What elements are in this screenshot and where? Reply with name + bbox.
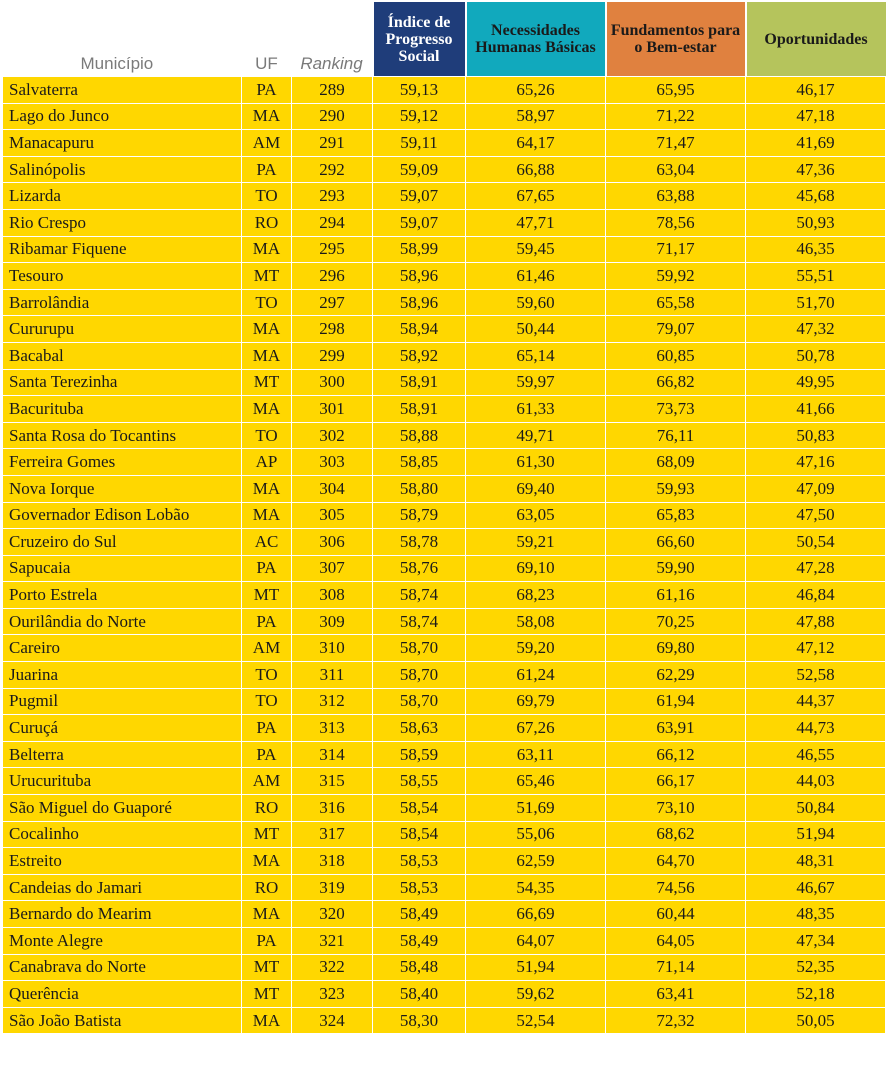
nhb-cell: 66,69 bbox=[466, 901, 606, 928]
nhb-cell: 58,97 bbox=[466, 103, 606, 130]
ips-cell: 58,49 bbox=[373, 928, 466, 955]
header-municipio: Município bbox=[80, 54, 154, 73]
uf-cell: AM bbox=[242, 768, 292, 795]
nhb-cell: 63,11 bbox=[466, 741, 606, 768]
fb-cell: 79,07 bbox=[606, 316, 746, 343]
table-row bbox=[3, 342, 886, 369]
municipio-cell: Lizarda bbox=[3, 183, 242, 210]
ips-cell: 58,40 bbox=[373, 981, 466, 1008]
uf-cell: AC bbox=[242, 529, 292, 556]
uf-cell: PA bbox=[242, 77, 292, 104]
municipio-cell: Sapucaia bbox=[3, 555, 242, 582]
ranking-cell: 290 bbox=[292, 103, 373, 130]
table-row bbox=[3, 130, 886, 157]
fb-cell: 72,32 bbox=[606, 1007, 746, 1034]
ips-cell: 58,96 bbox=[373, 289, 466, 316]
ranking-cell: 299 bbox=[292, 342, 373, 369]
fb-cell: 60,85 bbox=[606, 342, 746, 369]
table-row bbox=[3, 77, 886, 104]
uf-cell: MA bbox=[242, 236, 292, 263]
municipio-cell: Cururupu bbox=[3, 316, 242, 343]
op-cell: 47,36 bbox=[746, 156, 886, 183]
op-cell: 47,09 bbox=[746, 475, 886, 502]
uf-cell: MA bbox=[242, 502, 292, 529]
fb-cell: 66,12 bbox=[606, 741, 746, 768]
ips-cell: 59,07 bbox=[373, 183, 466, 210]
ranking-cell: 302 bbox=[292, 422, 373, 449]
fb-cell: 71,17 bbox=[606, 236, 746, 263]
municipio-cell: Curuçá bbox=[3, 715, 242, 742]
ranking-cell: 309 bbox=[292, 608, 373, 635]
nhb-cell: 47,71 bbox=[466, 209, 606, 236]
table-row bbox=[3, 236, 886, 263]
municipio-cell: Santa Terezinha bbox=[3, 369, 242, 396]
nhb-cell: 49,71 bbox=[466, 422, 606, 449]
nhb-cell: 61,46 bbox=[466, 263, 606, 290]
fb-cell: 66,82 bbox=[606, 369, 746, 396]
fb-cell: 71,47 bbox=[606, 130, 746, 157]
op-cell: 46,17 bbox=[746, 77, 886, 104]
nhb-cell: 65,14 bbox=[466, 342, 606, 369]
municipio-cell: Ferreira Gomes bbox=[3, 449, 242, 476]
table-row bbox=[3, 741, 886, 768]
municipio-cell: Nova Iorque bbox=[3, 475, 242, 502]
ranking-cell: 321 bbox=[292, 928, 373, 955]
fb-cell: 78,56 bbox=[606, 209, 746, 236]
ips-cell: 58,70 bbox=[373, 662, 466, 689]
ranking-cell: 316 bbox=[292, 795, 373, 822]
uf-cell: MT bbox=[242, 981, 292, 1008]
uf-cell: TO bbox=[242, 662, 292, 689]
uf-cell: RO bbox=[242, 209, 292, 236]
ips-cell: 58,96 bbox=[373, 263, 466, 290]
ranking-cell: 311 bbox=[292, 662, 373, 689]
table-row bbox=[3, 954, 886, 981]
municipio-cell: Juarina bbox=[3, 662, 242, 689]
municipio-cell: Querência bbox=[3, 981, 242, 1008]
table-row bbox=[3, 1007, 886, 1034]
fb-cell: 76,11 bbox=[606, 422, 746, 449]
fb-cell: 64,05 bbox=[606, 928, 746, 955]
fb-cell: 59,93 bbox=[606, 475, 746, 502]
municipio-cell: Monte Alegre bbox=[3, 928, 242, 955]
nhb-cell: 59,45 bbox=[466, 236, 606, 263]
table-row bbox=[3, 422, 886, 449]
fb-cell: 65,95 bbox=[606, 77, 746, 104]
fb-cell: 61,94 bbox=[606, 688, 746, 715]
ips-cell: 58,54 bbox=[373, 795, 466, 822]
fb-cell: 66,60 bbox=[606, 529, 746, 556]
ips-cell: 58,48 bbox=[373, 954, 466, 981]
ranking-cell: 305 bbox=[292, 502, 373, 529]
uf-cell: PA bbox=[242, 156, 292, 183]
ranking-cell: 298 bbox=[292, 316, 373, 343]
uf-cell: TO bbox=[242, 183, 292, 210]
ips-cell: 58,55 bbox=[373, 768, 466, 795]
nhb-cell: 55,06 bbox=[466, 821, 606, 848]
ips-cell: 58,91 bbox=[373, 396, 466, 423]
nhb-cell: 59,62 bbox=[466, 981, 606, 1008]
header-ips: Índice de Progresso Social bbox=[373, 2, 466, 77]
ips-cell: 58,94 bbox=[373, 316, 466, 343]
op-cell: 47,28 bbox=[746, 555, 886, 582]
fb-cell: 74,56 bbox=[606, 874, 746, 901]
nhb-cell: 69,79 bbox=[466, 688, 606, 715]
op-cell: 50,05 bbox=[746, 1007, 886, 1034]
nhb-cell: 69,10 bbox=[466, 555, 606, 582]
ranking-cell: 318 bbox=[292, 848, 373, 875]
fb-cell: 62,29 bbox=[606, 662, 746, 689]
ips-cell: 58,79 bbox=[373, 502, 466, 529]
op-cell: 41,66 bbox=[746, 396, 886, 423]
nhb-cell: 59,97 bbox=[466, 369, 606, 396]
uf-cell: PA bbox=[242, 741, 292, 768]
nhb-cell: 69,40 bbox=[466, 475, 606, 502]
municipio-cell: Ribamar Fiquene bbox=[3, 236, 242, 263]
ips-cell: 58,80 bbox=[373, 475, 466, 502]
ranking-cell: 307 bbox=[292, 555, 373, 582]
uf-cell: AM bbox=[242, 130, 292, 157]
nhb-cell: 65,46 bbox=[466, 768, 606, 795]
fb-cell: 71,14 bbox=[606, 954, 746, 981]
fb-cell: 63,41 bbox=[606, 981, 746, 1008]
fb-cell: 64,70 bbox=[606, 848, 746, 875]
ranking-cell: 301 bbox=[292, 396, 373, 423]
table-row bbox=[3, 848, 886, 875]
uf-cell: MA bbox=[242, 103, 292, 130]
ranking-cell: 295 bbox=[292, 236, 373, 263]
municipio-cell: Bernardo do Mearim bbox=[3, 901, 242, 928]
ranking-cell: 297 bbox=[292, 289, 373, 316]
header-ranking: Ranking bbox=[300, 54, 363, 73]
table-row bbox=[3, 662, 886, 689]
uf-cell: MA bbox=[242, 316, 292, 343]
uf-cell: RO bbox=[242, 795, 292, 822]
ips-cell: 58,30 bbox=[373, 1007, 466, 1034]
fb-cell: 73,10 bbox=[606, 795, 746, 822]
op-cell: 50,84 bbox=[746, 795, 886, 822]
nhb-cell: 64,07 bbox=[466, 928, 606, 955]
table-row bbox=[3, 316, 886, 343]
nhb-cell: 67,65 bbox=[466, 183, 606, 210]
op-cell: 50,54 bbox=[746, 529, 886, 556]
table-row bbox=[3, 768, 886, 795]
header-uf: UF bbox=[255, 54, 278, 73]
municipio-cell: Estreito bbox=[3, 848, 242, 875]
op-cell: 48,35 bbox=[746, 901, 886, 928]
table-row bbox=[3, 263, 886, 290]
uf-cell: MT bbox=[242, 582, 292, 609]
municipio-cell: Candeias do Jamari bbox=[3, 874, 242, 901]
fb-cell: 59,90 bbox=[606, 555, 746, 582]
ranking-cell: 304 bbox=[292, 475, 373, 502]
ranking-cell: 310 bbox=[292, 635, 373, 662]
uf-cell: PA bbox=[242, 715, 292, 742]
op-cell: 44,37 bbox=[746, 688, 886, 715]
municipio-cell: Tesouro bbox=[3, 263, 242, 290]
municipio-cell: Pugmil bbox=[3, 688, 242, 715]
table-row bbox=[3, 795, 886, 822]
ranking-cell: 317 bbox=[292, 821, 373, 848]
uf-cell: MA bbox=[242, 901, 292, 928]
nhb-cell: 51,94 bbox=[466, 954, 606, 981]
uf-cell: MA bbox=[242, 475, 292, 502]
ips-cell: 58,49 bbox=[373, 901, 466, 928]
ranking-cell: 323 bbox=[292, 981, 373, 1008]
nhb-cell: 61,30 bbox=[466, 449, 606, 476]
table-row bbox=[3, 688, 886, 715]
municipio-cell: Urucurituba bbox=[3, 768, 242, 795]
table-row bbox=[3, 901, 886, 928]
municipio-cell: Salinópolis bbox=[3, 156, 242, 183]
ranking-cell: 314 bbox=[292, 741, 373, 768]
fb-cell: 68,62 bbox=[606, 821, 746, 848]
op-cell: 45,68 bbox=[746, 183, 886, 210]
op-cell: 55,51 bbox=[746, 263, 886, 290]
ips-cell: 58,76 bbox=[373, 555, 466, 582]
nhb-cell: 51,69 bbox=[466, 795, 606, 822]
nhb-cell: 67,26 bbox=[466, 715, 606, 742]
ips-cell: 58,91 bbox=[373, 369, 466, 396]
nhb-cell: 62,59 bbox=[466, 848, 606, 875]
municipio-cell: Bacurituba bbox=[3, 396, 242, 423]
ranking-cell: 292 bbox=[292, 156, 373, 183]
fb-cell: 73,73 bbox=[606, 396, 746, 423]
table-row bbox=[3, 635, 886, 662]
municipio-cell: Barrolândia bbox=[3, 289, 242, 316]
fb-cell: 71,22 bbox=[606, 103, 746, 130]
ips-cell: 59,13 bbox=[373, 77, 466, 104]
municipio-cell: Lago do Junco bbox=[3, 103, 242, 130]
municipio-cell: Cocalinho bbox=[3, 821, 242, 848]
ips-cell: 59,07 bbox=[373, 209, 466, 236]
uf-cell: PA bbox=[242, 608, 292, 635]
table-row bbox=[3, 396, 886, 423]
table-row bbox=[3, 821, 886, 848]
ips-cell: 58,59 bbox=[373, 741, 466, 768]
nhb-cell: 59,60 bbox=[466, 289, 606, 316]
ips-cell: 58,70 bbox=[373, 688, 466, 715]
ranking-cell: 306 bbox=[292, 529, 373, 556]
op-cell: 46,67 bbox=[746, 874, 886, 901]
municipio-cell: São João Batista bbox=[3, 1007, 242, 1034]
table-row bbox=[3, 555, 886, 582]
ranking-cell: 319 bbox=[292, 874, 373, 901]
uf-cell: RO bbox=[242, 874, 292, 901]
municipio-cell: Careiro bbox=[3, 635, 242, 662]
header-op: Oportunidades bbox=[746, 2, 886, 77]
uf-cell: MT bbox=[242, 369, 292, 396]
table-row bbox=[3, 529, 886, 556]
ips-cell: 59,11 bbox=[373, 130, 466, 157]
op-cell: 44,73 bbox=[746, 715, 886, 742]
uf-cell: TO bbox=[242, 289, 292, 316]
table-row bbox=[3, 183, 886, 210]
table-row bbox=[3, 156, 886, 183]
municipio-cell: Canabrava do Norte bbox=[3, 954, 242, 981]
ips-cell: 58,54 bbox=[373, 821, 466, 848]
fb-cell: 70,25 bbox=[606, 608, 746, 635]
uf-cell: MA bbox=[242, 1007, 292, 1034]
fb-cell: 65,83 bbox=[606, 502, 746, 529]
op-cell: 47,34 bbox=[746, 928, 886, 955]
ranking-cell: 308 bbox=[292, 582, 373, 609]
ips-cell: 58,99 bbox=[373, 236, 466, 263]
op-cell: 47,12 bbox=[746, 635, 886, 662]
table-row bbox=[3, 928, 886, 955]
ranking-cell: 294 bbox=[292, 209, 373, 236]
ips-cell: 58,53 bbox=[373, 874, 466, 901]
op-cell: 49,95 bbox=[746, 369, 886, 396]
ips-cell: 58,70 bbox=[373, 635, 466, 662]
op-cell: 50,83 bbox=[746, 422, 886, 449]
ips-cell: 58,88 bbox=[373, 422, 466, 449]
op-cell: 47,18 bbox=[746, 103, 886, 130]
fb-cell: 63,91 bbox=[606, 715, 746, 742]
fb-cell: 66,17 bbox=[606, 768, 746, 795]
ranking-cell: 322 bbox=[292, 954, 373, 981]
ranking-cell: 303 bbox=[292, 449, 373, 476]
table-row bbox=[3, 715, 886, 742]
fb-cell: 69,80 bbox=[606, 635, 746, 662]
nhb-cell: 59,21 bbox=[466, 529, 606, 556]
municipio-cell: São Miguel do Guaporé bbox=[3, 795, 242, 822]
uf-cell: TO bbox=[242, 688, 292, 715]
header-nhb: Necessidades Humanas Básicas bbox=[466, 2, 606, 77]
op-cell: 44,03 bbox=[746, 768, 886, 795]
nhb-cell: 50,44 bbox=[466, 316, 606, 343]
municipio-cell: Governador Edison Lobão bbox=[3, 502, 242, 529]
header-fb: Fundamentos para o Bem-estar bbox=[606, 2, 746, 77]
ranking-cell: 312 bbox=[292, 688, 373, 715]
nhb-cell: 59,20 bbox=[466, 635, 606, 662]
ips-cell: 59,12 bbox=[373, 103, 466, 130]
uf-cell: AP bbox=[242, 449, 292, 476]
op-cell: 47,32 bbox=[746, 316, 886, 343]
fb-cell: 65,58 bbox=[606, 289, 746, 316]
op-cell: 47,16 bbox=[746, 449, 886, 476]
ranking-cell: 296 bbox=[292, 263, 373, 290]
op-cell: 52,18 bbox=[746, 981, 886, 1008]
op-cell: 50,93 bbox=[746, 209, 886, 236]
municipio-cell: Santa Rosa do Tocantins bbox=[3, 422, 242, 449]
op-cell: 47,88 bbox=[746, 608, 886, 635]
header-row bbox=[3, 2, 886, 77]
fb-cell: 60,44 bbox=[606, 901, 746, 928]
fb-cell: 63,04 bbox=[606, 156, 746, 183]
table-row bbox=[3, 289, 886, 316]
nhb-cell: 52,54 bbox=[466, 1007, 606, 1034]
ips-ranking-table bbox=[2, 2, 886, 1034]
municipio-cell: Ourilândia do Norte bbox=[3, 608, 242, 635]
table-row bbox=[3, 103, 886, 130]
nhb-cell: 68,23 bbox=[466, 582, 606, 609]
municipio-cell: Belterra bbox=[3, 741, 242, 768]
fb-cell: 61,16 bbox=[606, 582, 746, 609]
nhb-cell: 63,05 bbox=[466, 502, 606, 529]
fb-cell: 63,88 bbox=[606, 183, 746, 210]
fb-cell: 68,09 bbox=[606, 449, 746, 476]
table-row bbox=[3, 981, 886, 1008]
op-cell: 50,78 bbox=[746, 342, 886, 369]
ranking-cell: 300 bbox=[292, 369, 373, 396]
nhb-cell: 66,88 bbox=[466, 156, 606, 183]
op-cell: 51,70 bbox=[746, 289, 886, 316]
table-body bbox=[3, 77, 886, 1034]
op-cell: 46,84 bbox=[746, 582, 886, 609]
ips-cell: 58,63 bbox=[373, 715, 466, 742]
uf-cell: PA bbox=[242, 928, 292, 955]
uf-cell: MT bbox=[242, 954, 292, 981]
table-row bbox=[3, 209, 886, 236]
fb-cell: 59,92 bbox=[606, 263, 746, 290]
ranking-cell: 315 bbox=[292, 768, 373, 795]
uf-cell: MA bbox=[242, 342, 292, 369]
ranking-cell: 313 bbox=[292, 715, 373, 742]
ips-cell: 58,92 bbox=[373, 342, 466, 369]
nhb-cell: 58,08 bbox=[466, 608, 606, 635]
municipio-cell: Cruzeiro do Sul bbox=[3, 529, 242, 556]
table-row bbox=[3, 369, 886, 396]
uf-cell: MA bbox=[242, 848, 292, 875]
ranking-cell: 289 bbox=[292, 77, 373, 104]
ips-ranking-table-container bbox=[2, 2, 886, 1034]
municipio-cell: Manacapuru bbox=[3, 130, 242, 157]
table-row bbox=[3, 608, 886, 635]
ips-cell: 58,53 bbox=[373, 848, 466, 875]
uf-cell: MT bbox=[242, 263, 292, 290]
uf-cell: PA bbox=[242, 555, 292, 582]
table-row bbox=[3, 582, 886, 609]
uf-cell: AM bbox=[242, 635, 292, 662]
op-cell: 41,69 bbox=[746, 130, 886, 157]
nhb-cell: 64,17 bbox=[466, 130, 606, 157]
ranking-cell: 320 bbox=[292, 901, 373, 928]
municipio-cell: Salvaterra bbox=[3, 77, 242, 104]
ips-cell: 58,85 bbox=[373, 449, 466, 476]
ranking-cell: 324 bbox=[292, 1007, 373, 1034]
ips-cell: 58,78 bbox=[373, 529, 466, 556]
op-cell: 48,31 bbox=[746, 848, 886, 875]
op-cell: 51,94 bbox=[746, 821, 886, 848]
ips-cell: 59,09 bbox=[373, 156, 466, 183]
op-cell: 52,35 bbox=[746, 954, 886, 981]
nhb-cell: 65,26 bbox=[466, 77, 606, 104]
uf-cell: TO bbox=[242, 422, 292, 449]
ranking-cell: 293 bbox=[292, 183, 373, 210]
table-row bbox=[3, 502, 886, 529]
table-row bbox=[3, 874, 886, 901]
table-row bbox=[3, 475, 886, 502]
municipio-cell: Bacabal bbox=[3, 342, 242, 369]
nhb-cell: 61,33 bbox=[466, 396, 606, 423]
op-cell: 46,55 bbox=[746, 741, 886, 768]
ips-cell: 58,74 bbox=[373, 608, 466, 635]
op-cell: 46,35 bbox=[746, 236, 886, 263]
ranking-cell: 291 bbox=[292, 130, 373, 157]
municipio-cell: Porto Estrela bbox=[3, 582, 242, 609]
op-cell: 52,58 bbox=[746, 662, 886, 689]
nhb-cell: 54,35 bbox=[466, 874, 606, 901]
municipio-cell: Rio Crespo bbox=[3, 209, 242, 236]
nhb-cell: 61,24 bbox=[466, 662, 606, 689]
ips-cell: 58,74 bbox=[373, 582, 466, 609]
uf-cell: MA bbox=[242, 396, 292, 423]
op-cell: 47,50 bbox=[746, 502, 886, 529]
uf-cell: MT bbox=[242, 821, 292, 848]
table-row bbox=[3, 449, 886, 476]
